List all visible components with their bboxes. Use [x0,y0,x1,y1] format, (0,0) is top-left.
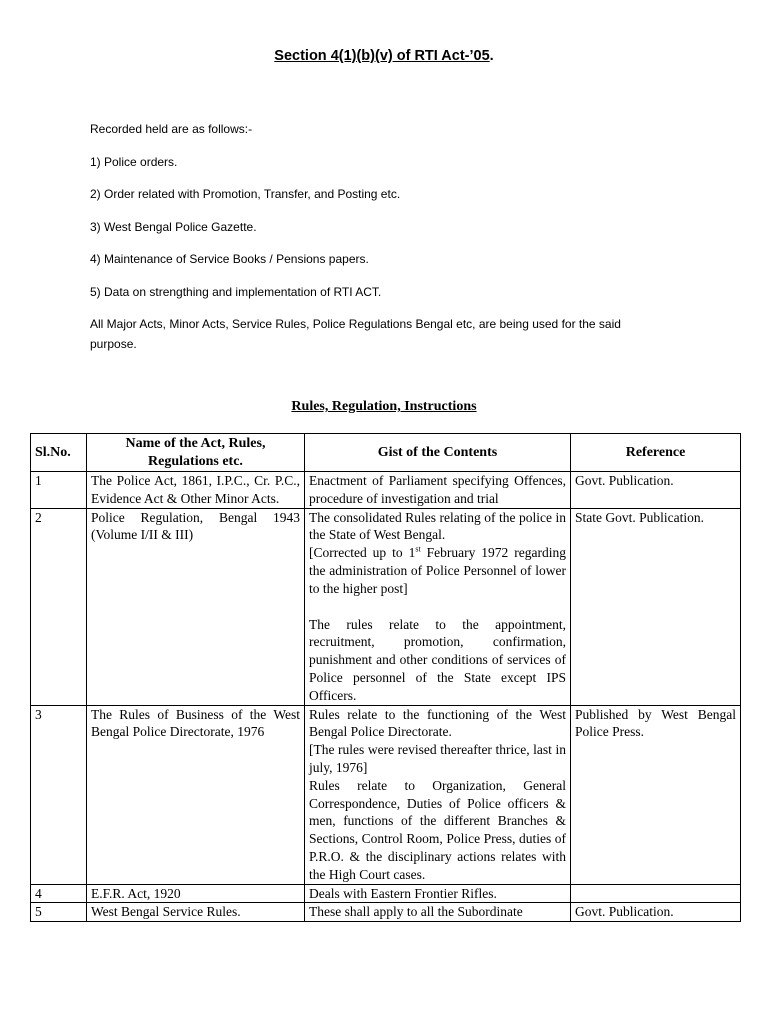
paragraph-gap [309,598,566,616]
cell-gist: These shall apply to all the Subordinate [305,903,571,922]
rules-table [30,433,741,922]
table-row [31,884,741,903]
table-row [31,472,741,509]
gist-paragraph: Rules relate to the functioning of the West Bengal Police Directorate. [309,706,566,740]
cell-sl: 3 [31,705,87,884]
record-item-4: 4) Maintenance of Service Books / Pensions papers. [90,252,369,266]
section-title [0,48,768,64]
cell-name: Police Regulation, Bengal 1943 (Volume I/II & III) [87,508,305,705]
table-row [31,903,741,922]
cell-gist [305,705,571,884]
record-item-3: 3) West Bengal Police Gazette. [90,219,257,234]
cell-name: The Police Act, 1861, I.P.C., Cr. P.C., Evidence Act & Other Minor Acts. [87,472,305,509]
gist-paragraph: The rules relate to the appointment, recruitment, promotion, confirmation, punishment and other conditions of services of Police personnel of the State except IPS Officers. [309,616,566,703]
cell-name: E.F.R. Act, 1920 [87,884,305,903]
cell-gist [305,508,571,705]
record-item-5: 5) Data on strengthing and implementation of RTI ACT. [90,284,382,299]
records-closing: All Major Acts, Minor Acts, Service Rules, Police Regulations Bengal etc, are being used for the said purpose. [90,317,621,351]
table-row [31,508,741,705]
header-gist: Gist of the Contents [305,434,571,472]
cell-reference: Published by West Bengal Police Press. [571,705,741,884]
record-item-2: 2) Order related with Promotion, Transfer, and Posting etc. [90,187,401,201]
gist-paragraph: The consolidated Rules relating of the police in the State of West Bengal. [309,509,566,543]
cell-name: The Rules of Business of the West Bengal Police Directorate, 1976 [87,705,305,884]
gist-text: February 1972 regarding the administration of Police Personnel of lower to the higher post] [309,545,566,596]
cell-name: West Bengal Service Rules. [87,903,305,922]
cell-gist: Enactment of Parliament specifying Offences, procedure of investigation and trial [305,472,571,509]
section-title-period: . [489,48,494,64]
gist-superscript: st [415,544,421,554]
cell-reference: State Govt. Publication. [571,508,741,705]
cell-reference: Govt. Publication. [571,903,741,922]
gist-paragraph: Rules relate to Organization, General Correspondence, Duties of Police officers & men, functions of the different Branches & Sections, Control Room, Police Press, duties of P.R.O. & the disciplinary actions relates with the High Court cases. [309,777,566,882]
records-lead: Recorded held are as follows:- [90,122,253,136]
header-name: Name of the Act, Rules, Regulations etc. [87,434,305,472]
cell-sl: 5 [31,903,87,922]
gist-paragraph: [The rules were revised thereafter thrice, last in july, 1976] [309,742,566,775]
table-row [31,705,741,884]
gist-text: [Corrected up to 1 [309,545,416,561]
cell-reference: Govt. Publication. [571,472,741,509]
section-title-text: Section 4(1)(b)(v) of RTI Act-’05 [274,48,490,64]
cell-sl: 4 [31,884,87,903]
cell-reference [571,884,741,903]
gist-paragraph [309,545,566,596]
header-reference: Reference [571,434,741,472]
cell-sl: 1 [31,472,87,509]
cell-gist: Deals with Eastern Frontier Rifles. [305,884,571,903]
records-intro [90,119,670,367]
cell-sl: 2 [31,508,87,705]
record-item-1: 1) Police orders. [90,154,178,169]
table-title: Rules, Regulation, Instructions [291,399,477,414]
table-header-row [31,434,741,472]
header-sl-no: Sl.No. [31,434,87,472]
